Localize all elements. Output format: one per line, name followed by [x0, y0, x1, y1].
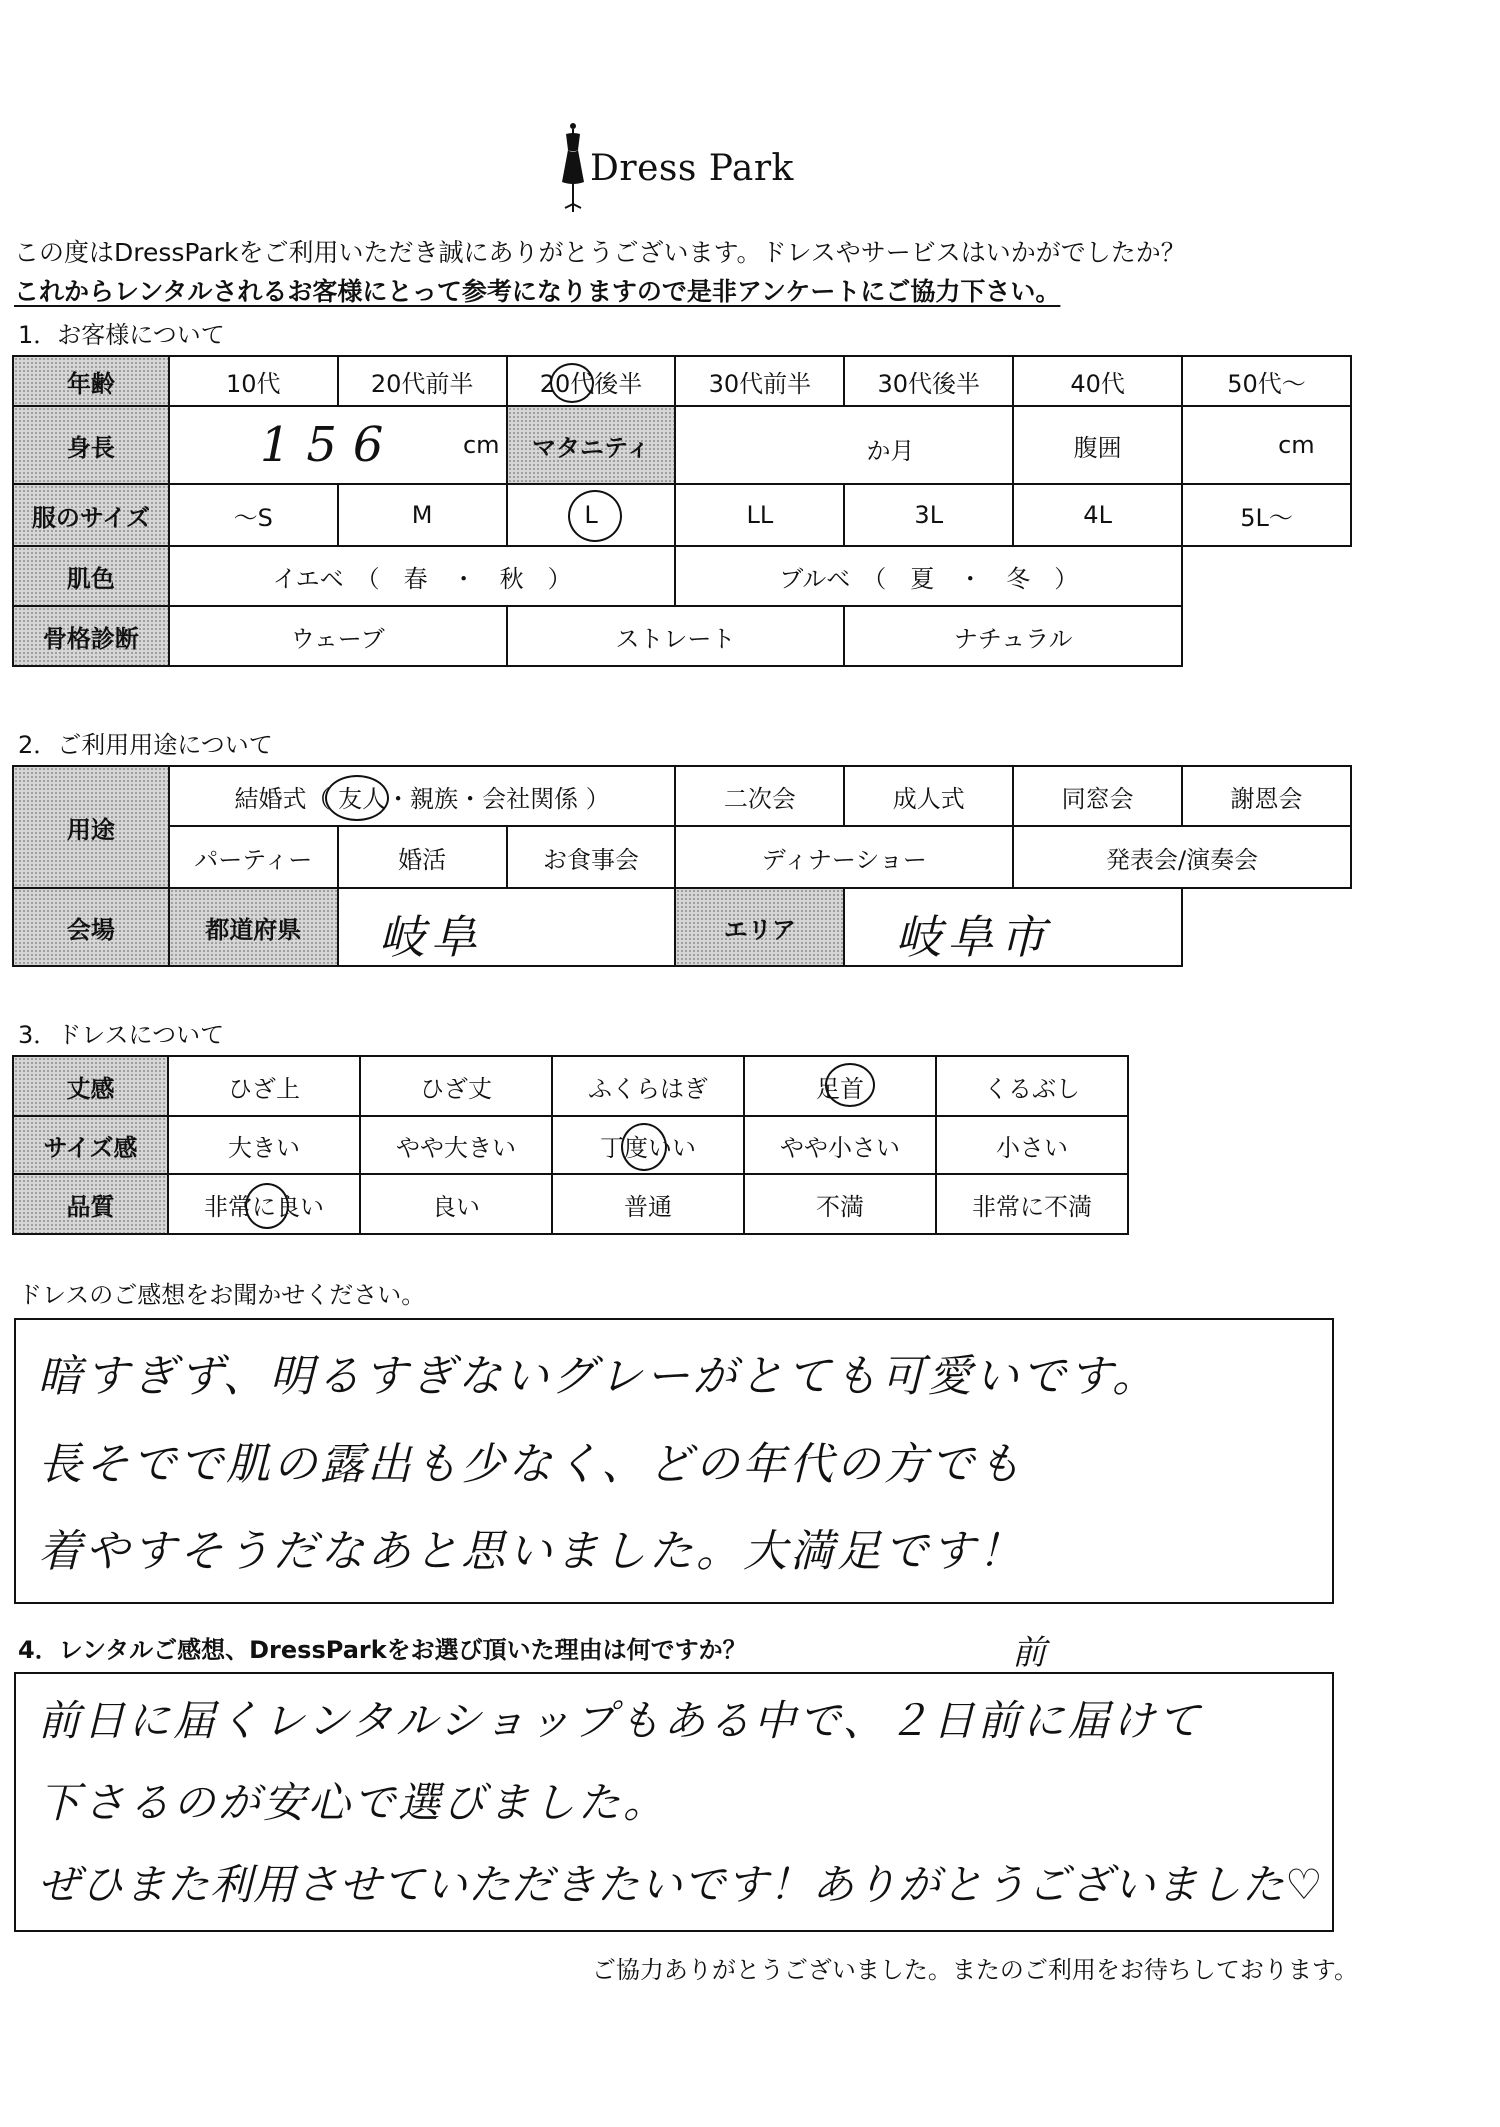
- fit-option[interactable]: 大きい: [168, 1116, 360, 1174]
- age-option[interactable]: 10代: [169, 356, 338, 406]
- length-option[interactable]: くるぶし: [936, 1056, 1128, 1116]
- brand-name: Dress Park: [590, 148, 794, 189]
- skin-label: 肌色: [13, 546, 169, 606]
- fit-option[interactable]: 小さい: [936, 1116, 1128, 1174]
- frame-row: [13, 606, 1351, 666]
- maternity-label: マタニティ: [507, 406, 676, 484]
- section4-title: 4．レンタルご感想、DressParkをお選び頂いた理由は何ですか？: [18, 1636, 747, 1664]
- quality-label: 品質: [13, 1174, 168, 1234]
- purpose-option[interactable]: 成人式: [844, 766, 1013, 826]
- height-unit: cm: [462, 431, 500, 459]
- maternity-months-field[interactable]: [675, 406, 1013, 484]
- quality-option-selected[interactable]: 非常に良い: [168, 1174, 360, 1234]
- selection-circle: [825, 1063, 875, 1107]
- venue-label: 会場: [13, 888, 169, 966]
- age-option[interactable]: 30代前半: [675, 356, 844, 406]
- dress-comment-prompt: ドレスのご感想をお聞かせください。: [18, 1281, 426, 1309]
- height-value: 156: [259, 417, 400, 473]
- size-row: [13, 484, 1351, 546]
- brand-logo: [560, 120, 800, 215]
- selection-circle: [550, 363, 594, 403]
- height-label: 身長: [13, 406, 169, 484]
- area-field[interactable]: [844, 888, 1182, 966]
- intro-line-1: この度はDressParkをご利用いただき誠にありがとうございます。ドレスやサービスはいかがでしたか？: [14, 238, 1186, 267]
- reason-comment-line: 前日に届くレンタルショップもある中で、２日前に届けて: [38, 1696, 1203, 1745]
- selection-circle: [325, 775, 389, 821]
- selection-circle: [621, 1123, 667, 1171]
- dress-comment-line: 暗すぎず、明るすぎないグレーがとても可愛いです。: [38, 1351, 1159, 1402]
- frame-option[interactable]: ウェーブ: [169, 606, 507, 666]
- purpose-row-1: [13, 766, 1351, 826]
- waist-label: 腹囲: [1013, 406, 1182, 484]
- purpose-option[interactable]: パーティー: [169, 826, 338, 888]
- section2-title: 2．ご利用用途について: [18, 731, 273, 759]
- dress-mannequin-icon: [560, 120, 586, 215]
- prefecture-field[interactable]: [338, 888, 676, 966]
- length-option[interactable]: ひざ上: [168, 1056, 360, 1116]
- usage-table: [12, 765, 1352, 967]
- length-label: 丈感: [13, 1056, 168, 1116]
- size-option[interactable]: 5L～: [1182, 484, 1351, 546]
- purpose-option[interactable]: お食事会: [507, 826, 676, 888]
- fit-option-selected[interactable]: 丁度いい: [552, 1116, 744, 1174]
- customer-info-table: [12, 355, 1352, 667]
- dress-comment-line: 長そでで肌の露出も少なく、どの年代の方でも: [38, 1439, 1025, 1490]
- reason-comment-line: ぜひまた利用させていただきたいです！ありがとうございました♡: [38, 1860, 1324, 1909]
- section3-title: 3．ドレスについて: [18, 1021, 225, 1049]
- purpose-option[interactable]: 二次会: [675, 766, 844, 826]
- age-option-selected[interactable]: 20代後半: [507, 356, 676, 406]
- purpose-row-2: [13, 826, 1351, 888]
- dress-comment-line: 着やすそうだなあと思いました。大満足です！: [38, 1526, 1025, 1577]
- age-row: [13, 356, 1351, 406]
- section1-title: 1．お客様について: [18, 321, 225, 349]
- frame-option[interactable]: ナチュラル: [844, 606, 1182, 666]
- skin-yellow-option[interactable]: イエベ （ 春 ・ 秋 ）: [169, 546, 676, 606]
- height-row: [13, 406, 1351, 484]
- intro-line-2: これからレンタルされるお客様にとって参考になりますので是非アンケートにご協力下さい。: [14, 277, 1061, 306]
- length-row: [13, 1056, 1128, 1116]
- size-option-selected[interactable]: L: [507, 484, 676, 546]
- fit-option[interactable]: やや小さい: [744, 1116, 936, 1174]
- prefecture-value: 岐阜: [378, 910, 483, 964]
- age-option[interactable]: 40代: [1013, 356, 1182, 406]
- length-option-selected[interactable]: 足首: [744, 1056, 936, 1116]
- reason-comment-box[interactable]: [14, 1672, 1334, 1932]
- fit-label: サイズ感: [13, 1116, 168, 1174]
- wedding-option[interactable]: 結婚式（ 友人・親族・会社関係 ）: [169, 766, 676, 826]
- age-option[interactable]: 20代前半: [338, 356, 507, 406]
- quality-option[interactable]: 良い: [360, 1174, 552, 1234]
- dress-rating-table: [12, 1055, 1129, 1235]
- reason-comment-line: 下さるのが安心で選びました。: [38, 1778, 669, 1827]
- purpose-option[interactable]: 婚活: [338, 826, 507, 888]
- age-option[interactable]: 50代～: [1182, 356, 1351, 406]
- purpose-option[interactable]: 謝恩会: [1182, 766, 1351, 826]
- height-field[interactable]: [169, 406, 507, 484]
- area-value: 岐阜市: [895, 910, 1052, 964]
- skin-row: [13, 546, 1351, 606]
- purpose-label: 用途: [13, 766, 169, 888]
- purpose-option[interactable]: ディナーショー: [675, 826, 1013, 888]
- waist-unit: cm: [1278, 431, 1315, 459]
- fit-option[interactable]: やや大きい: [360, 1116, 552, 1174]
- size-option[interactable]: ～S: [169, 484, 338, 546]
- size-option[interactable]: 3L: [844, 484, 1013, 546]
- purpose-option[interactable]: 同窓会: [1013, 766, 1182, 826]
- size-option[interactable]: LL: [675, 484, 844, 546]
- dress-comment-box[interactable]: [14, 1318, 1334, 1604]
- skin-blue-option[interactable]: ブルベ （ 夏 ・ 冬 ）: [675, 546, 1182, 606]
- quality-option[interactable]: 普通: [552, 1174, 744, 1234]
- age-option[interactable]: 30代後半: [844, 356, 1013, 406]
- closing-message: ご協力ありがとうございました。またのご利用をお待ちしております。: [591, 1956, 1358, 1984]
- purpose-option[interactable]: 発表会/演奏会: [1013, 826, 1351, 888]
- selection-circle: [245, 1183, 289, 1229]
- maternity-month-unit: か月: [866, 437, 915, 465]
- venue-row: [13, 888, 1351, 966]
- area-label: エリア: [675, 888, 844, 966]
- length-option[interactable]: ひざ丈: [360, 1056, 552, 1116]
- fit-row: [13, 1116, 1128, 1174]
- size-label: 服のサイズ: [13, 484, 169, 546]
- quality-option[interactable]: 不満: [744, 1174, 936, 1234]
- frame-option[interactable]: ストレート: [507, 606, 845, 666]
- frame-label: 骨格診断: [13, 606, 169, 666]
- length-option[interactable]: ふくらはぎ: [552, 1056, 744, 1116]
- quality-row: [13, 1174, 1128, 1234]
- insert-mark: 前: [1012, 1633, 1046, 1673]
- quality-option[interactable]: 非常に不満: [936, 1174, 1128, 1234]
- size-option[interactable]: M: [338, 484, 507, 546]
- waist-field[interactable]: [1182, 406, 1351, 484]
- size-option[interactable]: 4L: [1013, 484, 1182, 546]
- prefecture-label: 都道府県: [169, 888, 338, 966]
- selection-circle: [568, 490, 622, 542]
- age-label: 年齢: [13, 356, 169, 406]
